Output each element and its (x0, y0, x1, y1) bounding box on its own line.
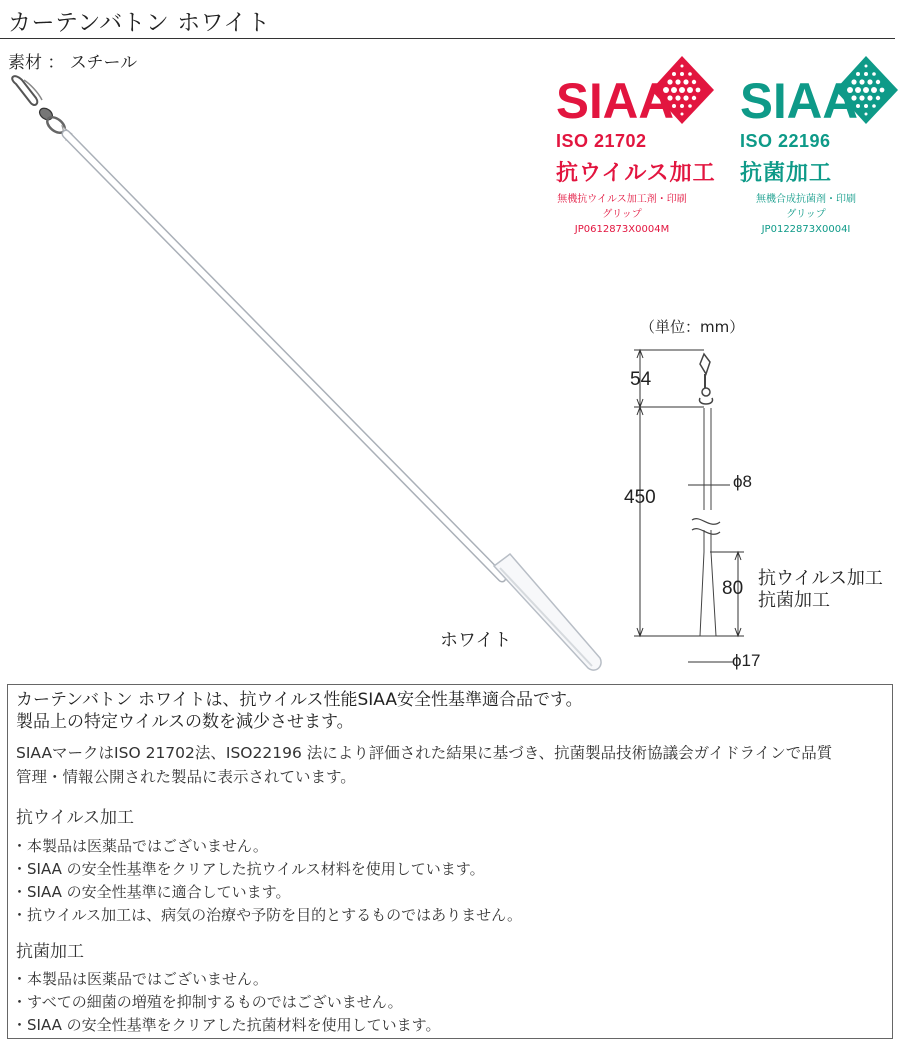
dimension-grip: 80 (722, 578, 744, 599)
siaa-antivirus-logo-icon (556, 52, 716, 132)
antibacterial-heading: 抗菌加工 (16, 942, 84, 962)
list-item: ・ SIAA の安全性基準をクリアした抗菌材料を使用しています。 (16, 1014, 440, 1037)
badge-brand: SIAA (740, 73, 858, 129)
grip-treatment (758, 568, 883, 612)
swivel-hook-icon (12, 76, 72, 140)
grip (494, 554, 601, 670)
list-item: ・ 本製品は医薬品ではございません。 (16, 835, 522, 858)
siaa-antibacterial-badge (740, 52, 900, 235)
list-item: ・ 抗ウイルス加工は、病気の治療や予防を目的とするものではありません。 (16, 904, 522, 927)
lead-line: カーテンバトン ホワイトは、抗ウイルス性能SIAA安全性基準適合品です。 (16, 690, 583, 710)
badge-code: JP0612873X0004M (574, 224, 670, 235)
badge-note-grip: グリップ (786, 209, 826, 220)
badge-note: 無機抗ウイルス加工剤・印刷 (557, 194, 687, 205)
list-item: ・ SIAA の安全性基準をクリアした抗ウイルス材料を使用しています。 (16, 858, 522, 881)
list-item: ・ すべての細菌の増殖を抑制するものではございません。 (16, 991, 440, 1014)
siaa-line: 管理・情報公開された製品に表示されています。 (16, 768, 356, 786)
color-label: ホワイト (440, 630, 512, 651)
badge-note-grip: グリップ (602, 209, 642, 220)
list-item: ・ SIAA の安全性基準に適合しています。 (16, 881, 522, 904)
badge-note: 無機合成抗菌剤・印刷 (756, 194, 856, 205)
dimension-hook: 54 (630, 369, 652, 390)
diameter-rod: ϕ8 (733, 472, 752, 491)
description-lead (16, 689, 583, 733)
description-siaa (16, 741, 886, 789)
unit-label: （単位：mm） (640, 318, 745, 336)
siaa-antivirus-badge (556, 52, 726, 235)
badge-title: 抗ウイルス加工 (556, 161, 716, 186)
siaa-antibacterial-logo-icon (740, 52, 900, 132)
list-item: ・ 本製品は医薬品ではございません。 (16, 968, 440, 991)
antivirus-list (16, 835, 522, 927)
siaa-line: SIAAマークはISO 21702法、ISO22196 法により評価された結果に基づき、抗菌製品技術協議会ガイドラインで品質 (16, 744, 833, 762)
description-panel (7, 684, 893, 1039)
product-image (0, 70, 620, 680)
antibacterial-list (16, 968, 440, 1037)
iso-label: ISO 21702 (556, 131, 647, 151)
treatment-antibacterial: 抗菌加工 (758, 590, 830, 611)
lead-line: 製品上の特定ウイルスの数を減少させます。 (16, 712, 354, 732)
badge-code: JP0122873X0004I (761, 224, 851, 235)
title-divider (0, 38, 895, 39)
antivirus-heading: 抗ウイルス加工 (16, 808, 134, 828)
badge-title: 抗菌加工 (740, 161, 833, 186)
iso-label: ISO 22196 (740, 131, 831, 151)
rod (66, 134, 502, 578)
badge-brand: SIAA (556, 73, 674, 129)
material-spec: 素材 ： スチール (8, 53, 138, 73)
diameter-grip: ϕ17 (732, 651, 761, 670)
page-title: カーテンバトン ホワイト (8, 10, 271, 36)
treatment-antivirus: 抗ウイルス加工 (758, 568, 883, 589)
dimension-total: 450 (624, 487, 656, 508)
